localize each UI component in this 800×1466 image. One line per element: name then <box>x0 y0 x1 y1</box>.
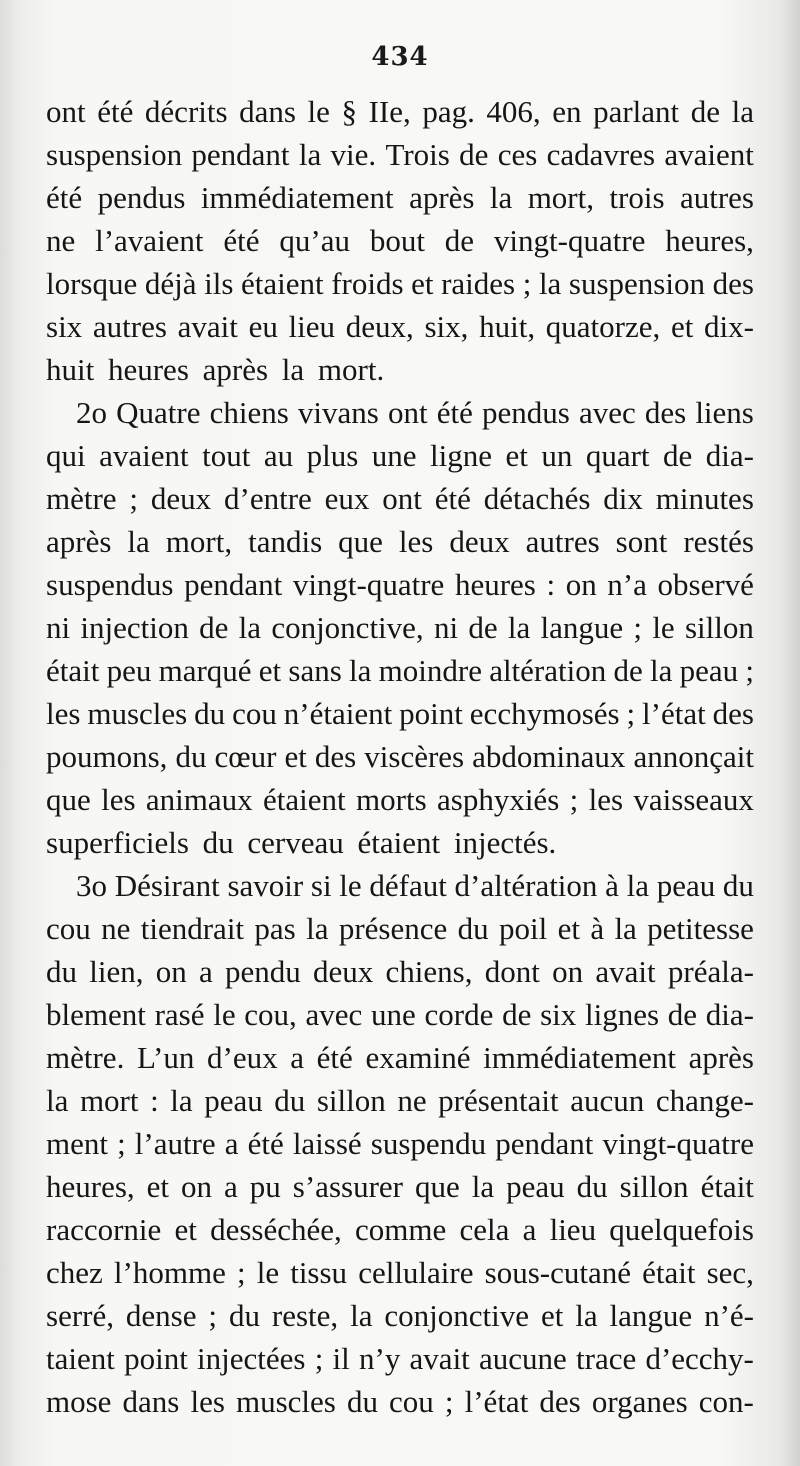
text-line: mose dans les muscles du cou ; l’état des organes con- <box>46 1384 754 1419</box>
text-line: taient point injectées ; il n’y avait aucune trace d’ecchy- <box>46 1341 754 1376</box>
text-line: les muscles du cou n’étaient point ecchymosés ; l’état des <box>46 696 754 731</box>
body-text <box>46 90 754 1423</box>
text-line: six autres avait eu lieu deux, six, huit, quatorze, et dix- <box>46 309 754 344</box>
text-line: lorsque déjà ils étaient froids et raides ; la suspension des <box>46 266 754 301</box>
text-line: que les animaux étaient morts asphyxiés ; les vaisseaux <box>46 782 754 817</box>
text-line: ne l’avaient été qu’au bout de vingt-quatre heures, <box>46 223 754 258</box>
page-number: 434 <box>371 42 429 72</box>
text-line: heures, et on a pu s’assurer que la peau du sillon était <box>46 1169 754 1204</box>
text-line: suspension pendant la vie. Trois de ces cadavres avaient <box>46 137 754 172</box>
text-line: huit heures après la mort. <box>46 352 385 387</box>
text-line: superficiels du cerveau étaient injectés. <box>46 825 557 860</box>
text-line: suspendus pendant vingt-quatre heures : on n’a observé <box>46 567 754 602</box>
text-line: serré, dense ; du reste, la conjonctive et la langue n’é- <box>46 1298 754 1333</box>
text-line: ni injection de la conjonctive, ni de la langue ; le sillon <box>46 610 754 645</box>
text-line: poumons, du cœur et des viscères abdominaux annonçait <box>46 739 754 774</box>
text-line: mètre ; deux d’entre eux ont été détachés dix minutes <box>46 481 754 516</box>
text-line: après la mort, tandis que les deux autres sont restés <box>46 524 754 559</box>
text-line: mètre. L’un d’eux a été examiné immédiatement après <box>46 1040 754 1075</box>
text-line: blement rasé le cou, avec une corde de six lignes de dia- <box>46 997 754 1032</box>
text-line: était peu marqué et sans la moindre altération de la peau ; <box>46 653 754 688</box>
text-line: 3o Désirant savoir si le défaut d’altération à la peau du <box>76 868 754 903</box>
text-line: 2o Quatre chiens vivans ont été pendus avec des liens <box>76 395 754 430</box>
text-line: été pendus immédiatement après la mort, trois autres <box>46 180 754 215</box>
text-line: chez l’homme ; le tissu cellulaire sous-cutané était sec, <box>46 1255 754 1290</box>
text-line: ont été décrits dans le § IIe, pag. 406, en parlant de la <box>46 94 754 129</box>
text-line: ment ; l’autre a été laissé suspendu pendant vingt-quatre <box>46 1126 754 1161</box>
text-line: raccornie et desséchée, comme cela a lieu quelquefois <box>46 1212 754 1247</box>
text-line: qui avaient tout au plus une ligne et un quart de dia- <box>46 438 754 473</box>
text-line: du lien, on a pendu deux chiens, dont on avait préala- <box>46 954 754 989</box>
text-line: cou ne tiendrait pas la présence du poil et à la petitesse <box>46 911 754 946</box>
text-line: la mort : la peau du sillon ne présentait aucun change- <box>46 1083 754 1118</box>
